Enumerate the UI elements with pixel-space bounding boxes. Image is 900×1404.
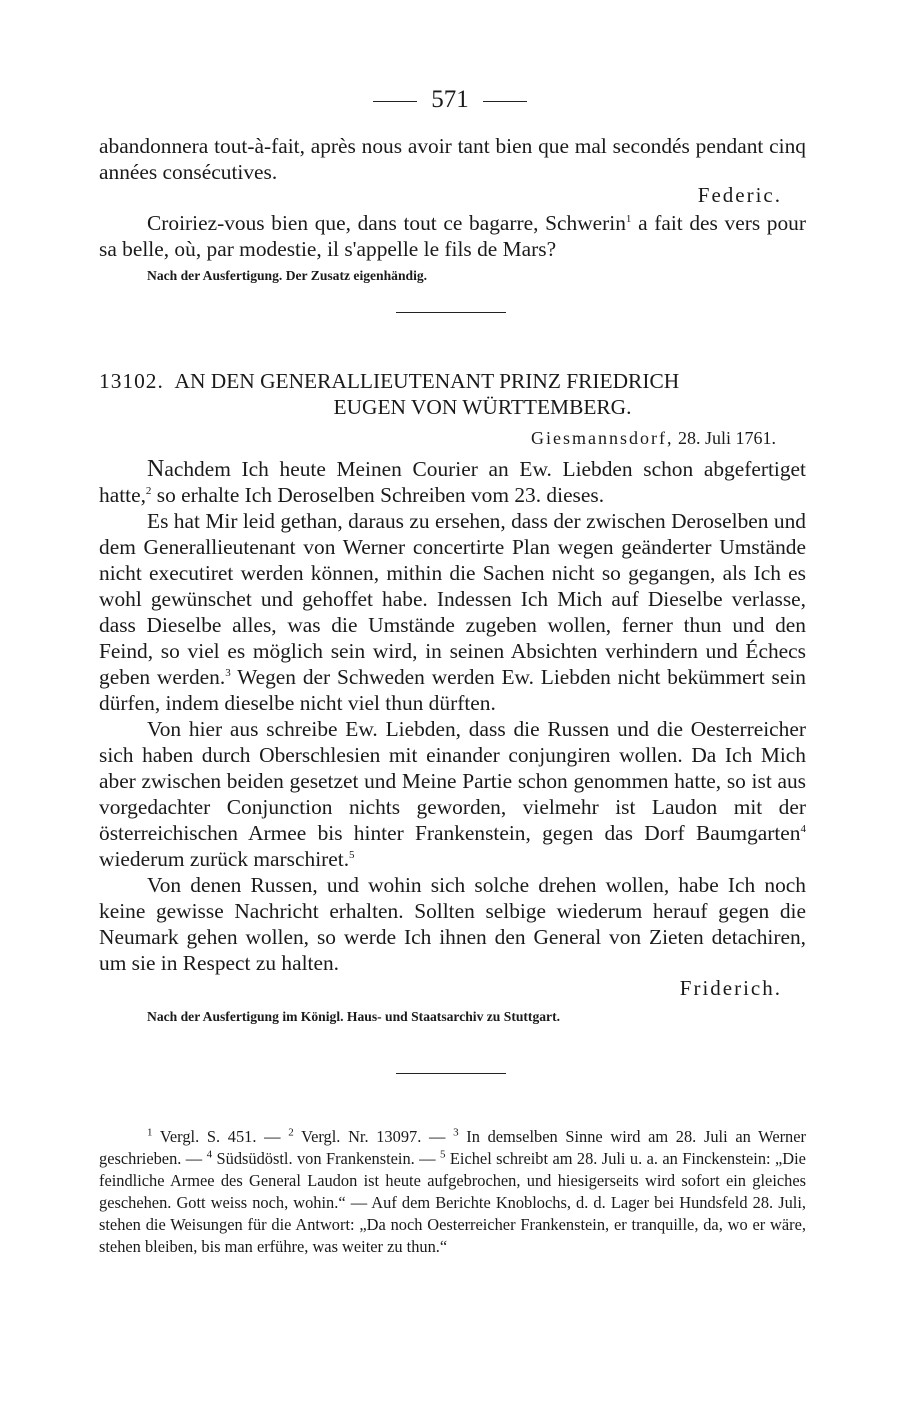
footnote-mark-2: 2 — [288, 1126, 294, 1139]
previous-letter-ending — [99, 133, 806, 284]
footnotes-text: $^1$ Vergl. S. 451. — $^2$ Vergl. Nr. 13097. — $^3$ In demselben Sinne wird am 28. Juli an Werner geschrieben. — $^4$ Südsüdöstl. von Frankenstein. — $^5$ Eichel schreibt am 28. Juli u. a. an Finckenstein: „Die feindliche Armee des General Laudon ist heute aufgebrochen, und hiesigerseits wird sofort ein gleiches geschehen. Gott weiss noch, wohin.“ — Auf dem Berichte Knoblochs, d. d. Lager bei Hundsfeld 28. Juli, stehen die Weisungen für die Antwort: „Da noch Oesterreicher Frankenstein, er tranquille, da, wo er wäre, stehen bleiben, bis man erführe, was weiter zu thun.“ — [99, 1126, 806, 1256]
page-number: 571 — [431, 86, 469, 113]
letter-paragraph-1: Nachdem Ich heute Meinen Courier an Ew. Liebden schon abgefertiget hatte,$^2$ so erhalte Ich Deroselben Schreiben vom 23. dieses. — [99, 456, 806, 507]
footnote-ref-5: 5 — [349, 848, 355, 861]
letter-source-note: Nach der Ausfertigung im Königl. Haus- und Staatsarchiv zu Stuttgart. — [147, 1009, 561, 1024]
footnote-ref-1: 1 — [625, 212, 632, 225]
page-header — [0, 86, 900, 114]
letter-heading-line-1 — [99, 368, 806, 394]
letter-signature: Friderich. — [679, 976, 782, 1000]
letter-dateline — [531, 428, 776, 449]
footnote-ref-2: 2 — [145, 484, 152, 497]
letter-number: 13102. — [99, 369, 164, 393]
footnote-mark-4: 4 — [206, 1148, 213, 1161]
footnote-divider — [396, 1073, 506, 1074]
footnote-mark-1: 1 — [147, 1126, 153, 1139]
initial-capital: N — [147, 456, 165, 482]
letter-paragraph-4: Von denen Russen, und wohin sich solche drehen wollen, habe Ich noch keine gewisse Nachricht erhalten. Sollten selbige wiederum herauf gegen die Neumark gehen wollen, so werde Ich ihnen den General von Zieten detachiren, um sie in Respect zu halten. — [99, 873, 806, 975]
previous-letter-signature: Federic. — [697, 183, 782, 207]
footnote-mark-3: 3 — [453, 1126, 459, 1139]
letter-paragraph-2: Es hat Mir leid gethan, daraus zu ersehen, dass der zwischen Deroselben und dem Generallieutenant von Werner concertirte Plan wegen geänderter Umstände nicht executiret werden können, mithin die Sachen nicht so gegangen, als Ich es wohl gewünschet und gehoffet habe. Indessen Ich Mich auf Dieselbe verlasse, dass Dieselbe alles, was die Umstände zugeben wollen, ferner thun und den Feind, so viel es möglich sein wird, in seinen Absichten verhindern und Échecs geben werden.$^3$ Wegen der Schweden werden Ew. Liebden nicht bekümmert sein dürfen, indem dieselbe nicht viel thun dürften. — [99, 509, 806, 715]
footnotes — [99, 1126, 806, 1258]
footnote-mark-5: 5 — [439, 1148, 446, 1161]
letter-paragraph-3: Von hier aus schreibe Ew. Liebden, dass die Russen und die Oesterreicher sich haben durch Oberschlesien mit einander conjungiren wollen. Da Ich Mich aber zwischen beiden gesetzet und Meine Partie schon genommen hatte, so ist aus vorgedachter Conjunction nichts geworden, vielmehr ist Laudon mit der österreichischen Armee bis hinter Frankenstein, gegen das Dorf Baumgarten$^4$ wiederum zurück marschiret.$^5$ — [99, 717, 806, 871]
letter-date: 28. Juli 1761. — [677, 428, 776, 448]
letter-recipient-line-1: AN DEN GENERALLIEUTENANT PRINZ FRIEDRICH — [174, 369, 680, 393]
section-divider — [396, 312, 506, 313]
header-dash-right — [483, 101, 527, 102]
previous-letter-postscript: Croiriez-vous bien que, dans tout ce bagarre, Schwerin$^1$ a fait des vers pour sa belle, où, par modestie, il s'appelle le fils de Mars? — [99, 211, 806, 261]
previous-letter-source-note: Nach der Ausfertigung. Der Zusatz eigenhändig. — [147, 268, 428, 283]
footnote-ref-4: 4 — [800, 822, 806, 835]
letter-recipient-line-2: EUGEN VON WÜRTTEMBERG. — [333, 395, 632, 419]
header-dash-left — [373, 101, 417, 102]
letter-body — [99, 456, 806, 1025]
letter-place: Giesmannsdorf, — [531, 428, 674, 448]
footnote-ref-3: 3 — [225, 666, 231, 679]
previous-letter-paragraph: abandonnera tout-à-fait, après nous avoir tant bien que mal secondés pendant cinq années consécutives. — [99, 134, 806, 184]
letter-heading — [99, 368, 806, 420]
